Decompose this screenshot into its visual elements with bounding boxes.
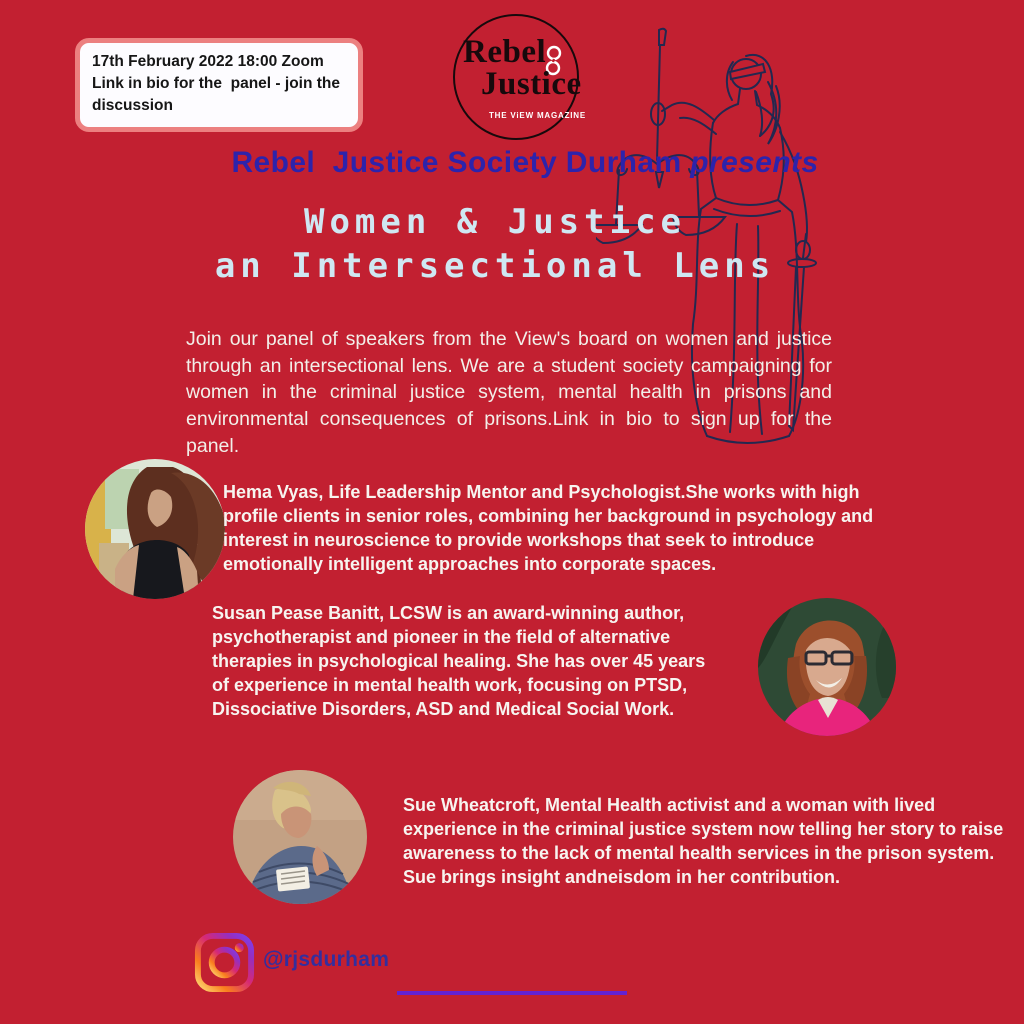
intro-paragraph: Join our panel of speakers from the View's board on women and justice through an intersectional lens. We are a student society campaigning for women in the criminal justice system, mental health in prisons and environmental consequences of prisons.Link in bio to sign up for the panel. (186, 328, 832, 457)
logo-word-justice: Justice (481, 66, 582, 102)
logo-word-rebel: Rebel (463, 34, 547, 70)
presents-line (0, 146, 1024, 180)
event-title (0, 200, 990, 288)
instagram-handle: @rjsdurham (263, 948, 390, 971)
footer-underline (397, 991, 627, 995)
instagram-icon (193, 931, 256, 994)
rebel-justice-logo (451, 12, 587, 140)
presents-line-emphasis: presents (690, 146, 819, 179)
speaker-bio-sue-wheatcroft: Sue Wheatcroft, Mental Health activist and a woman with lived experience in the criminal justice system now telling her story to raise awareness to the lack of mental health services in the prison system. Sue brings insight andneisdom in her contribution. (403, 795, 1004, 888)
speaker-photo-sue-wheatcroft (233, 770, 367, 904)
event-title-line2: an Intersectional Lens (214, 246, 776, 286)
speaker-photo-hema-vyas (85, 459, 225, 599)
logo-magazine-subtext: THE ViEW MAGAZINE (489, 111, 587, 120)
event-title-line1: Women & Justice (303, 202, 687, 242)
speaker-bio-susan-pease-banitt: Susan Pease Banitt, LCSW is an award-winning author, psychotherapist and pioneer in the field of alternative therapies in psychological healing. She has over 45 years of experience in mental health work, focusing on PTSD, Dissociative Disorders, ASD and Medical Social Work. (212, 603, 706, 720)
event-date-text: 17th February 2022 18:00 Zoom Link in bio for the panel - join the discussion (92, 53, 345, 114)
speaker-photo-susan-pease-banitt (758, 598, 896, 736)
speaker-bio-hema-vyas: Hema Vyas, Life Leadership Mentor and Psychologist.She works with high profile clients in senior roles, combining her background in psychology and interest in neuroscience to provide workshops that seek to introduce emotionally intelligent approaches into corporate spaces. (223, 482, 874, 575)
presents-line-main: Rebel Justice Society Durham (231, 146, 691, 179)
event-date-box (75, 38, 363, 132)
